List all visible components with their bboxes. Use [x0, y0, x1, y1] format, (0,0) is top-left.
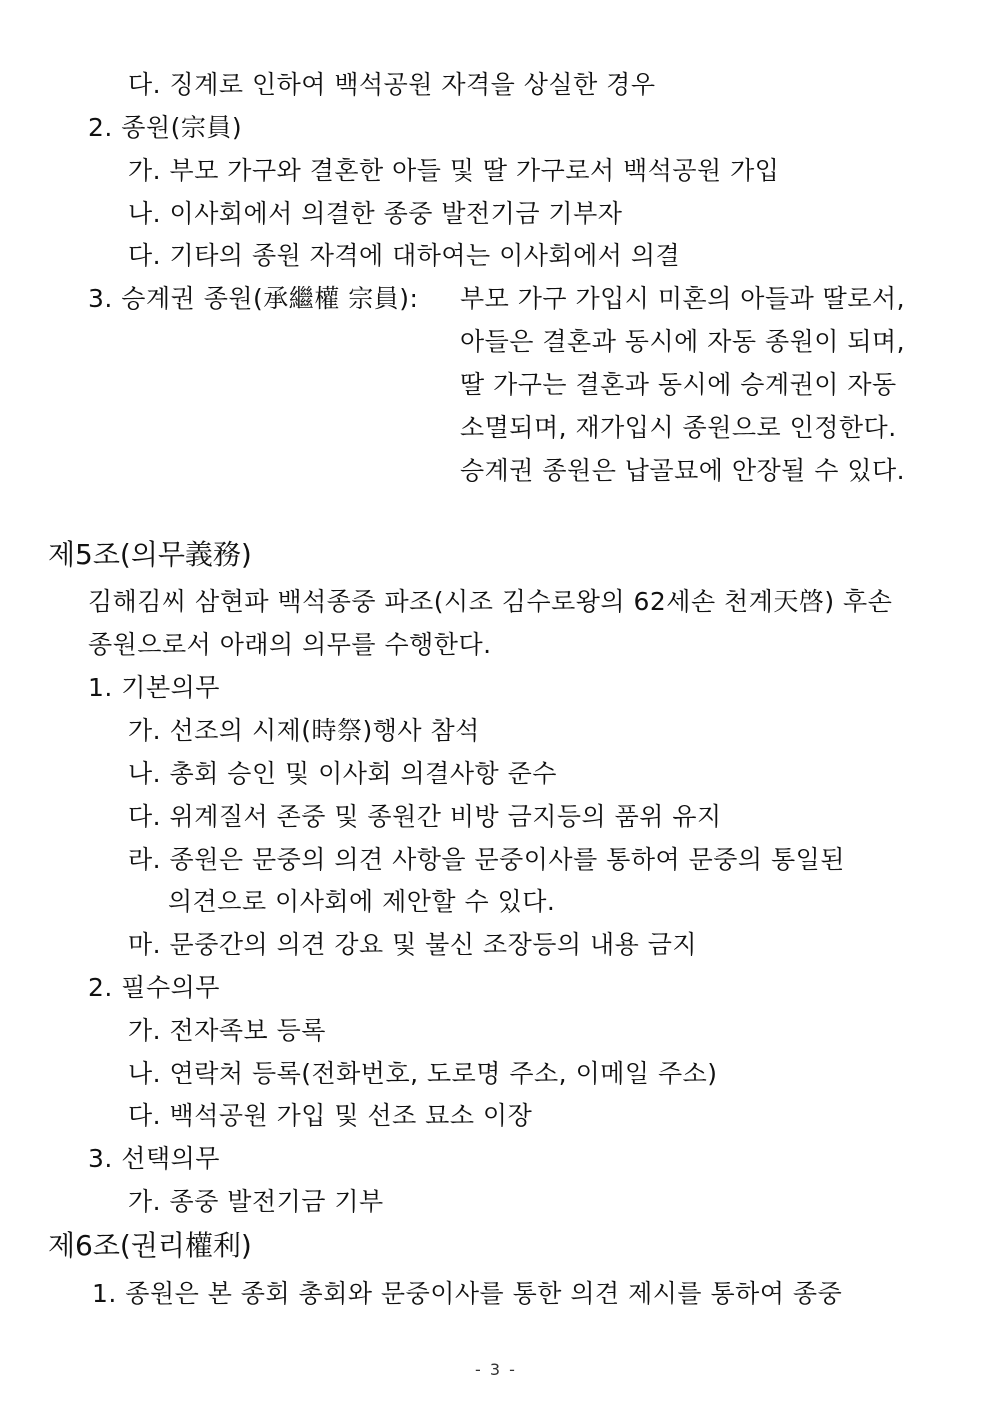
clause-text: 가. 선조의 시제(時祭)행사 참석 [128, 716, 480, 745]
paragraph-text: 종원으로서 아래의 의무를 수행한다. [88, 630, 492, 659]
clause-text: 가. 종중 발전기금 기부 [128, 1187, 384, 1216]
clause-text: 딸 가구는 결혼과 동시에 승계권이 자동 [460, 370, 897, 399]
section-item-title: 2. 종원(宗員) [88, 113, 243, 142]
clause-text: 부모 가구 가입시 미혼의 아들과 딸로서, [460, 284, 906, 313]
clause-text: 가. 부모 가구와 결혼한 아들 및 딸 가구로서 백석공원 가입 [128, 156, 780, 185]
clause-text: 1. 종원은 본 종회 총회와 문중이사를 통한 의견 제시를 통하여 종중 [92, 1279, 843, 1308]
clause-text: 아들은 결혼과 동시에 자동 종원이 되며, [460, 327, 906, 356]
section-item-title: 2. 필수의무 [88, 973, 220, 1002]
paragraph-text: 김해김씨 삼현파 백석종중 파조(시조 김수로왕의 62세손 천계天啓) 후손 [88, 587, 893, 616]
article-heading: 제5조(의무義務) [48, 538, 252, 571]
clause-text: 다. 백석공원 가입 및 선조 묘소 이장 [128, 1101, 533, 1130]
article-heading: 제6조(권리權利) [48, 1229, 252, 1262]
section-item-title: 3. 승계권 종원(承繼權 宗員): [88, 284, 419, 313]
clause-text: 나. 총회 승인 및 이사회 의결사항 준수 [128, 759, 557, 788]
clause-text: 다. 기타의 종원 자격에 대하여는 이사회에서 의결 [128, 241, 681, 270]
section-item-title: 3. 선택의무 [88, 1144, 220, 1173]
clause-text: 소멸되며, 재가입시 종원으로 인정한다. [460, 413, 897, 442]
section-item-title: 1. 기본의무 [88, 673, 220, 702]
page-number: - 3 - [475, 1360, 517, 1379]
clause-text: 승계권 종원은 납골묘에 안장될 수 있다. [460, 456, 906, 485]
clause-text: 가. 전자족보 등록 [128, 1016, 326, 1045]
clause-text: 나. 연락처 등록(전화번호, 도로명 주소, 이메일 주소) [128, 1059, 718, 1088]
clause-text: 라. 종원은 문중의 의견 사항을 문중이사를 통하여 문중의 통일된 [128, 845, 845, 874]
clause-text: 의견으로 이사회에 제안할 수 있다. [168, 887, 556, 916]
clause-text: 나. 이사회에서 의결한 종중 발전기금 기부자 [128, 199, 623, 228]
clause-text: 다. 징계로 인하여 백석공원 자격을 상실한 경우 [128, 70, 656, 99]
clause-text: 마. 문중간의 의견 강요 및 불신 조장등의 내용 금지 [128, 930, 698, 959]
clause-text: 다. 위계질서 존중 및 종원간 비방 금지등의 품위 유지 [128, 802, 722, 831]
